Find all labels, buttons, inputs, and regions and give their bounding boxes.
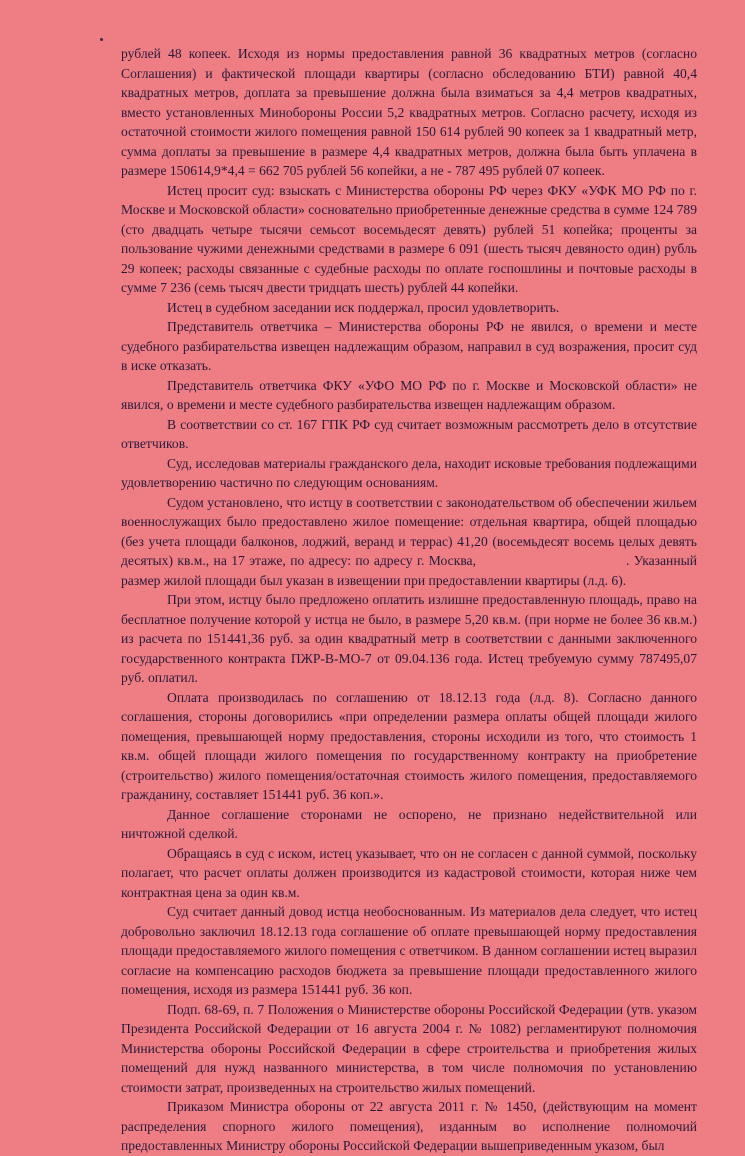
paragraph-11: Данное соглашение сторонами не оспорено, не признано недействительной или ничтожной сделкой. [121,806,697,841]
paragraph-13: Суд считает данный довод истца необоснованным. Из материалов дела следует, что истец добровольно заключил 18.12.13 года соглашение об оплате превышающей норму предоставления площади предоставляемого жилого помещения с ответчиком. В данном соглашении истец выразил согласие на компенсацию расходов бюджета за превышение площади предоставленного жилого помещения, исходя из размера 151441 руб. 36 коп. [121,904,697,997]
paragraph-2: Истец просит суд: взыскать с Министерства обороны РФ через ФКУ «УФК МО РФ по г. Москве и Московской области» сосновательно приобретенные денежные средства в сумме 124 789 (сто двадцать четыре тысячи семьсот восемьдесят девять) рублей 51 копейка; проценты за пользование чужими денежными средствами в размере 6 091 (шесть тысяч девяносто один) рубль 29 копеек; расходы связанные с судебные расходы по оплате госпошлины и почтовые расходы в сумме 7 236 (семь тысяч двести тридцать шесть) рублей 44 копейки. [121,182,697,295]
paragraph-15: Приказом Министра обороны от 22 августа 2011 г. № 1450, (действующим на момент распределения спорного жилого помещения), изданным во исполнение полномочий предоставленных Министру обороны Российской Федерации вышеприведенным указом, был [121,1099,697,1153]
paragraph-3: Истец в судебном заседании иск поддержал, просил удовлетворить. [167,299,560,315]
paragraph-14: Подп. 68-69, п. 7 Положения о Министерстве обороны Российской Федерации (утв. указом Президента Российской Федерации от 16 августа 2004 г. № 1082) регламентируют полномочия Министерства обороны Российской Федерации в сфере строительства и приобретения жилых помещений для нужд названного министерства, в том числе полномочия по установлению стоимости затрат, произведенных на строительство жилых помещений. [121,1001,697,1095]
paragraph-5: Представитель ответчика ФКУ «УФО МО РФ по г. Москве и Московской области» не явился, о времени и месте судебного разбирательства извещен надлежащим образом. [121,377,697,412]
paragraph-7: Суд, исследовав материалы гражданского дела, находит исковые требования подлежащими удовлетворению частично по следующим основаниям. [121,455,697,490]
paragraph-9: При этом, истцу было предложено оплатить излишне предоставленную площадь, право на бесплатное получение которой у истца не было, в размере 5,20 кв.м. (при норме не более 36 кв.м.) из расчета по 151441,36 руб. за один квадратный метр в соответствии с данными заключенного государственного контракта ПЖР-В-МО-7 от 09.04.136 года. Истец требуемую сумму 787495,07 руб. оплатил. [121,592,697,685]
paragraph-12: Обращаясь в суд с иском, истец указывает, что он не согласен с данной суммой, поскольку полагает, что расчет оплаты должен производится из кадастровой стоимости, которая ниже чем контрактная цена за один кв.м. [121,845,697,900]
paragraph-8-text: Судом установлено, что истцу в соответствии с законодательством об обеспечении жильем военнослужащих было предоставлено жилое помещение: отдельная квартира, общей площадью (без учета площади балконов, лоджий, веранд и террас) 41,20 (восемьдесят восемь целых девять десятых) кв.м., на 17 этаже, по адресу: по адресу г. Москва, [121,494,697,568]
paragraph-1: рублей 48 копеек. Исходя из нормы предоставления равной 36 квадратных метров (согласно Соглашения) и фактической площади квартиры (согласно обследованию БТИ) равной 40,4 квадратных метров, доплата за превышение должна была взиматься за 4,4 метров квадратных, вместо установленных Минобороны России 5,2 квадратных метров. Согласно расчету, исходя из остаточной стоимости жилого помещения равной 150 614 рублей 90 копеек за 1 квадратный метр, сумма доплаты за превышение в размере 4,4 квадратных метров, должна была быть уплачена в размере 150614,9*4,4 = 662 705 рублей 56 копейки, а не - 787 495 рублей 07 копеек. [121,46,697,178]
paragraph-4: Представитель ответчика – Министерства обороны РФ не явился, о времени и месте судебного разбирательства извещен надлежащим образом, направил в суд возражения, просит суд в иске отказать. [121,319,697,373]
paragraph-8-tail: . Указанный размер жилой площади был указан в извещении при предоставлении квартиры (л.д. 6). [121,553,697,588]
paragraph-6: В соответствии со ст. 167 ГПК РФ суд считает возможным рассмотреть дело в отсутствие ответчиков. [121,416,697,451]
paragraph-10: Оплата производилась по соглашению от 18.12.13 года (л.д. 8). Согласно данного соглашения, стороны договорились «при определении размера оплаты общей площади жилого помещения, превышающей норму предоставления, стороны исходили из того, что стоимость 1 кв.м. общей площади жилого помещения по государственному контракту на приобретение (строительство) жилого помещения/остаточная стоимость жилого помещения, предоставляемого гражданину, составляет 151441 руб. 36 коп.». [121,689,697,802]
paragraph-8 [121,493,697,591]
